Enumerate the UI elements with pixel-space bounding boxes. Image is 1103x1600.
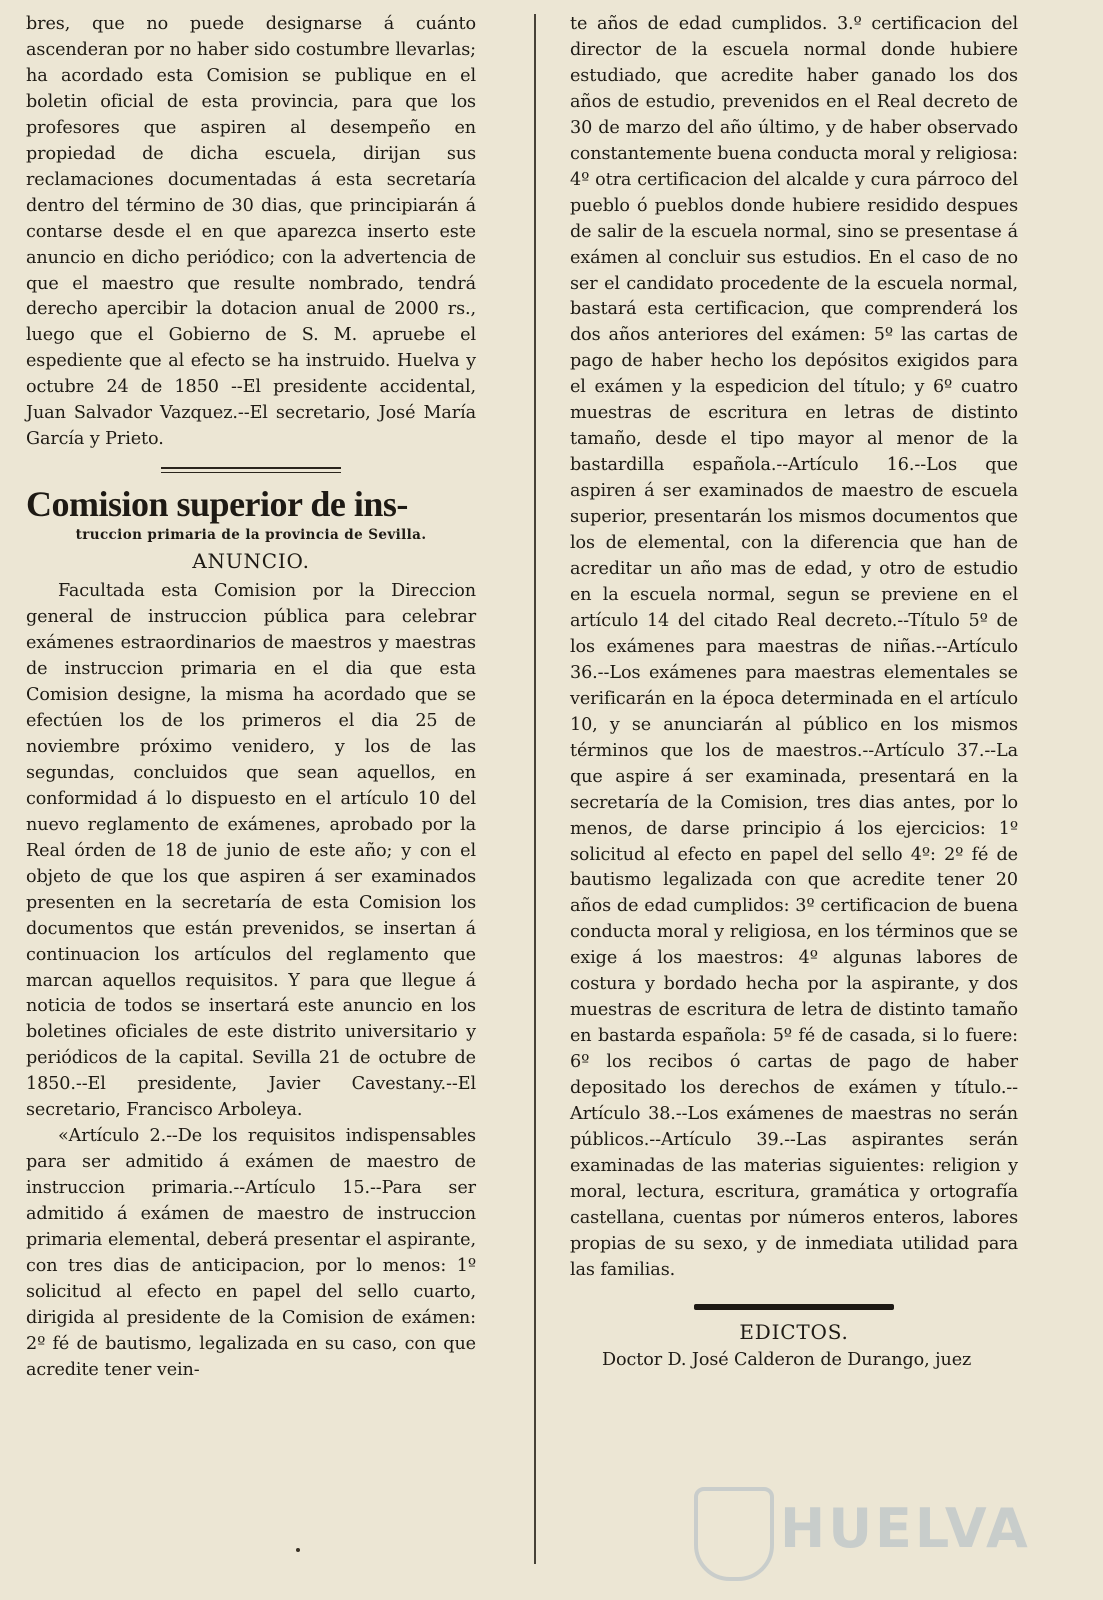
column-divider	[534, 14, 536, 1564]
section-subtitle: truccion primaria de la provincia de Sevilla.	[75, 527, 427, 544]
left-paragraph-2: Facultada esta Comision por la Direccion general de instruccion pública para celebrar exámenes estraordinarios de maestros y maestras de instruccion primaria en el dia que esta Comision designe, la misma ha acordado que se efectúen los de los primeros el dia 25 de noviembre próximo venidero, y los de las segundas, concluidos que sean aquellos, en conformidad á lo dispuesto en el artículo 10 del nuevo reglamento de exámenes, aprobado por la Real órden de 18 de junio de este año; y con el objeto de que los que aspiren á ser examinados presenten en la secretaría de esta Comision los documentos que están prevenidos, se insertan á continuacion los artículos del reglamento que marcan aquellos requisitos. Y para que llegue á noticia de todos se insertará este anuncio en los boletines oficiales de este distrito universitario y periódicos de la capital. Sevilla 21 de octubre de 1850.--El presidente, Javier Cavestany.--El secretario, Francisco Arboleya.	[26, 581, 476, 1121]
right-column	[570, 12, 1018, 1374]
huelva-watermark	[690, 1485, 1031, 1575]
section-separator	[161, 467, 341, 473]
shield-icon	[694, 1487, 774, 1581]
right-paragraph-1: te años de edad cumplidos. 3.º certificacion del director de la escuela normal donde hubiere estudiado, que acredite haber ganado los dos años de estudio, prevenidos en el Real decreto de 30 de marzo del año último, y de haber observado constantemente buena conducta moral y religiosa: 4º otra certificacion del alcalde y cura párroco del pueblo ó pueblos donde hubiere residido despues de salir de la escuela normal, sino se presentase á exámen al concluir sus estudios. En el caso de no ser el candidato procedente de la escuela normal, bastará esta certificacion, que comprenderá los dos años anteriores del exámen: 5º las cartas de pago de haber hecho los depósitos exigidos para el exámen y la espedicion del título; y 6º cuatro muestras de escritura en letras de distinto tamaño, desde el tipo mayor al menor de la bastardilla española.--Artículo 16.--Los que aspiren á ser examinados de maestro de escuela superior, presentarán los mismos documentos que los de elemental, con la diferencia que han de acreditar un año mas de edad, y otro de estudio en la escuela normal, segun se previene en el artículo 14 del citado Real decreto.--Título 5º de los exámenes para maestras de niñas.--Artículo 36.--Los exámenes para maestras elementales se verificarán en la época determinada en el artículo 10, y se anunciarán al público en los mismos términos que los de maestros.--Artículo 37.--La que aspire á ser examinada, presentará en la secretaría de la Comision, tres dias antes, por lo menos, de darse principio á los ejercicios: 1º solicitud al efecto en papel del sello 4º: 2º fé de bautismo legalizada con que acredite tener 20 años de edad cumplidos: 3º certificacion de buena conducta moral y religiosa, en los términos que se exige á los maestros: 4º algunas labores de costura y bordado hecha por la aspirante, y dos muestras de escritura de letra de distinto tamaño en bastarda española: 5º fé de casada, si lo fuere: 6º los recibos ó cartas de pago de haber depositado los derechos de exámen y título.--Artículo 38.--Los exámenes de maestras no serán públicos.--Artículo 39.--Las aspirantes serán examinadas de las materias siguientes: religion y moral, lectura, escritura, gramática y ortografía castellana, cuentas por números enteros, labores propias de su sexo, y de inmediata utilidad para las familias.	[570, 14, 1018, 1280]
right-paragraph-2: Doctor D. José Calderon de Durango, juez	[602, 1349, 972, 1370]
edictos-separator	[694, 1304, 894, 1310]
page-mark	[296, 1548, 300, 1552]
anuncio-heading: ANUNCIO.	[192, 549, 310, 574]
left-column	[26, 12, 476, 1384]
left-paragraph-3: «Artículo 2.--De los requisitos indispensables para ser admitido á exámen de maestro de instruccion primaria.--Artículo 15.--Para ser admitido á exámen de maestro de instruccion primaria elemental, deberá presentar el aspirante, con tres dias de anticipacion, por lo menos: 1º solicitud al efecto en papel del sello cuarto, dirigida al presidente de la Comision de exámen: 2º fé de bautismo, legalizada en su caso, con que acredite tener vein-	[26, 1126, 476, 1380]
watermark-text: HUELVA	[780, 1497, 1031, 1560]
section-title: Comision superior de ins-	[26, 484, 408, 525]
left-paragraph-1: bres, que no puede designarse á cuánto ascenderan por no haber sido costumbre llevarlas; ha acordado esta Comision se publique en el boletin oficial de esta provincia, para que los profesores que aspiren al desempeño en propiedad de dicha escuela, dirijan sus reclamaciones documentadas á esta secretaría dentro del término de 30 dias, que principiarán á contarse desde el en que aparezca inserto este anuncio en dicho periódico; con la advertencia de que el maestro que resulte nombrado, tendrá derecho apercibir la dotacion anual de 2000 rs., luego que el Gobierno de S. M. apruebe el espediente que al efecto se ha instruido. Huelva y octubre 24 de 1850 --El presidente accidental, Juan Salvador Vazquez.--El secretario, José María García y Prieto.	[26, 14, 476, 450]
edictos-heading: EDICTOS.	[739, 1319, 849, 1344]
